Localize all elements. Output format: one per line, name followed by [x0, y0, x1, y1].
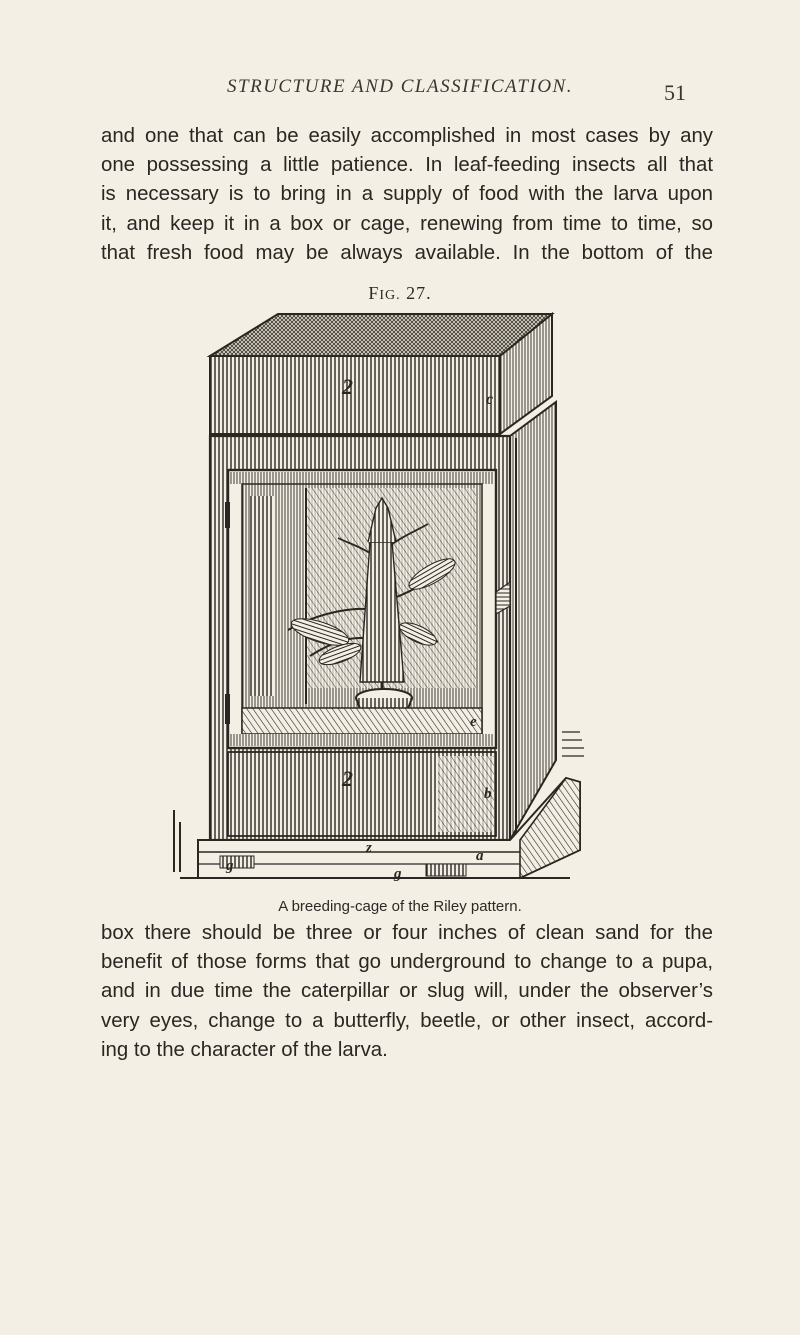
sand-floor — [242, 708, 482, 734]
running-head: STRUCTURE AND CLASSIFICATION. — [227, 76, 573, 97]
letter-z: z — [366, 840, 372, 856]
text-line: one possessing a little patience. In leaf-feeding insects all that — [101, 154, 713, 177]
figure-label-prefix: F — [368, 283, 380, 303]
figure-label-number: 27. — [406, 283, 432, 303]
letter-g-left: g — [226, 858, 234, 874]
paragraph-top — [101, 122, 713, 268]
letter-b: b — [484, 786, 492, 802]
text-line: ing to the character of the larva. — [101, 1038, 388, 1061]
page-number: 51 — [664, 80, 686, 105]
text-line: benefit of those forms that go underground to change to a pupa, — [101, 951, 713, 974]
paragraph-bottom — [101, 919, 713, 1065]
breeding-cage-illustration — [170, 312, 600, 887]
text-line: and in due time the caterpillar or slug will, under the observer’s — [101, 980, 713, 1003]
letter-lid: 2 — [342, 374, 353, 399]
letter-a: a — [476, 848, 484, 864]
text-line: and one that can be easily accomplished in most cases by any — [101, 125, 713, 147]
figure-label — [0, 283, 800, 304]
text-line: box there should be three or four inches of clean sand for the — [101, 922, 713, 944]
text-line: it, and keep it in a box or cage, renewing from time to time, so — [101, 212, 713, 235]
text-line: very eyes, change to a butterfly, beetle, or other insect, accord- — [101, 1009, 713, 1032]
letter-c: c — [486, 391, 494, 408]
letter-e: e — [470, 714, 477, 730]
door-top-rail — [230, 472, 494, 484]
cage-lid-front — [210, 356, 500, 434]
door-bottom-rail — [230, 734, 494, 746]
text-line: that fresh food may be always available. In the bottom of the — [101, 241, 713, 264]
figure-label-smallcaps: IG. — [379, 288, 401, 303]
cage-lid-top — [210, 314, 552, 356]
text-line: is necessary is to bring in a supply of food with the larva upon — [101, 183, 713, 206]
letter-door: 2 — [342, 766, 353, 791]
letter-g-mid: g — [394, 866, 402, 882]
figure-caption: A breeding-cage of the Riley pattern. — [278, 898, 522, 915]
